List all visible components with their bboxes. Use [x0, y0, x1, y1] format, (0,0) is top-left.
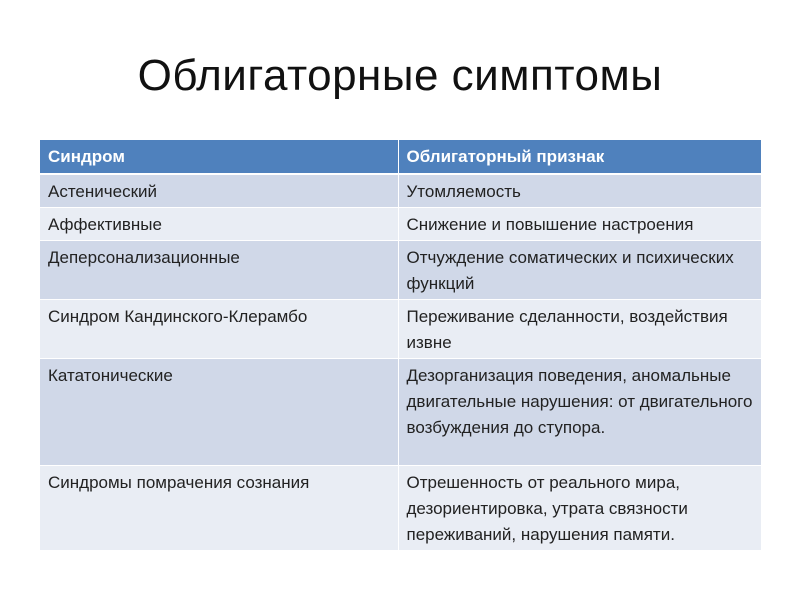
table-header-row: [40, 140, 761, 174]
syndrome-cell: Синдром Кандинского-Клерамбо: [40, 300, 398, 359]
sign-cell: Отчуждение соматических и психических функций: [398, 241, 761, 300]
table-row: [40, 300, 761, 359]
syndrome-cell: Синдромы помрачения сознания: [40, 466, 398, 551]
slide-title: Облигаторные симптомы: [137, 51, 663, 100]
table-row: [40, 359, 761, 466]
header-syndrome: Синдром: [40, 140, 398, 174]
sign-cell: Утомляемость: [398, 174, 761, 208]
header-obligatory-sign: Облигаторный признак: [398, 140, 761, 174]
syndrome-cell: Деперсонализационные: [40, 241, 398, 300]
table-row: [40, 174, 761, 208]
table-row: [40, 241, 761, 300]
sign-cell: Снижение и повышение настроения: [398, 208, 761, 241]
sign-cell: Переживание сделанности, воздействия извне: [398, 300, 761, 359]
sign-cell: Отрешенность от реального мира, дезориентировка, утрата связности переживаний, нарушения памяти.: [398, 466, 761, 551]
syndrome-cell: Аффективные: [40, 208, 398, 241]
syndrome-cell: Кататонические: [40, 359, 398, 466]
symptoms-table: [40, 140, 761, 550]
table-row: [40, 466, 761, 551]
sign-cell: Дезорганизация поведения, аномальные двигательные нарушения: от двигательного возбуждения до ступора.: [398, 359, 761, 466]
syndrome-cell: Астенический: [40, 174, 398, 208]
table-row: [40, 208, 761, 241]
